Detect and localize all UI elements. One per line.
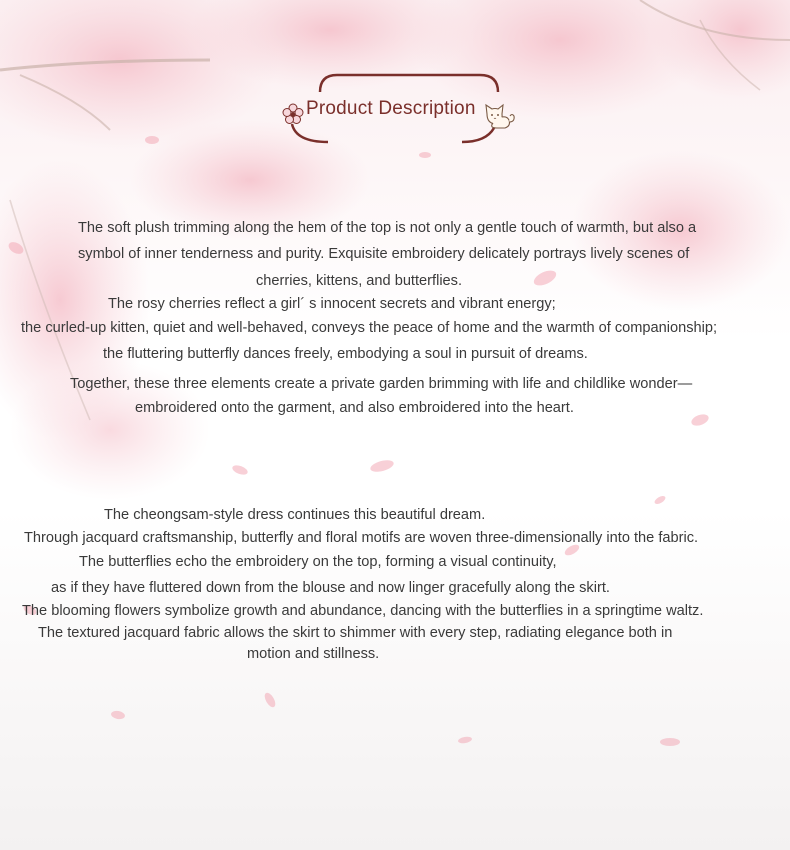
kitten-icon: [481, 100, 517, 130]
description-line: cherries, kittens, and butterflies.: [256, 273, 463, 289]
description-line: symbol of inner tenderness and purity. Exquisite embroidery delicately portrays lively scenes of: [78, 246, 690, 262]
description-line: The cheongsam-style dress continues this beautiful dream.: [104, 507, 486, 523]
description-line: the curled-up kitten, quiet and well-behaved, conveys the peace of home and the warmth of companionship;: [21, 320, 718, 336]
page-title: Product Description: [306, 98, 476, 119]
description-line: embroidered onto the garment, and also embroidered into the heart.: [135, 400, 574, 416]
description-line: The blooming flowers symbolize growth and abundance, dancing with the butterflies in a springtime waltz.: [22, 603, 704, 619]
description-line: The rosy cherries reflect a girl´ s innocent secrets and vibrant energy;: [108, 296, 556, 312]
description-line: the fluttering butterfly dances freely, embodying a soul in pursuit of dreams.: [103, 346, 588, 362]
description-line: Through jacquard craftsmanship, butterfly and floral motifs are woven three-dimensionally into the fabric.: [24, 530, 699, 546]
description-line: as if they have fluttered down from the blouse and now linger gracefully along the skirt.: [51, 580, 610, 596]
description-line: The butterflies echo the embroidery on the top, forming a visual continuity,: [79, 554, 557, 570]
description-line: Together, these three elements create a private garden brimming with life and childlike wonder—: [70, 376, 693, 392]
description-line: The textured jacquard fabric allows the skirt to shimmer with every step, radiating elegance both in: [38, 625, 673, 641]
cherry-blossom-icon: [282, 103, 304, 125]
description-line: The soft plush trimming along the hem of the top is not only a gentle touch of warmth, but also a: [78, 220, 697, 236]
description-line: motion and stillness.: [247, 646, 380, 662]
